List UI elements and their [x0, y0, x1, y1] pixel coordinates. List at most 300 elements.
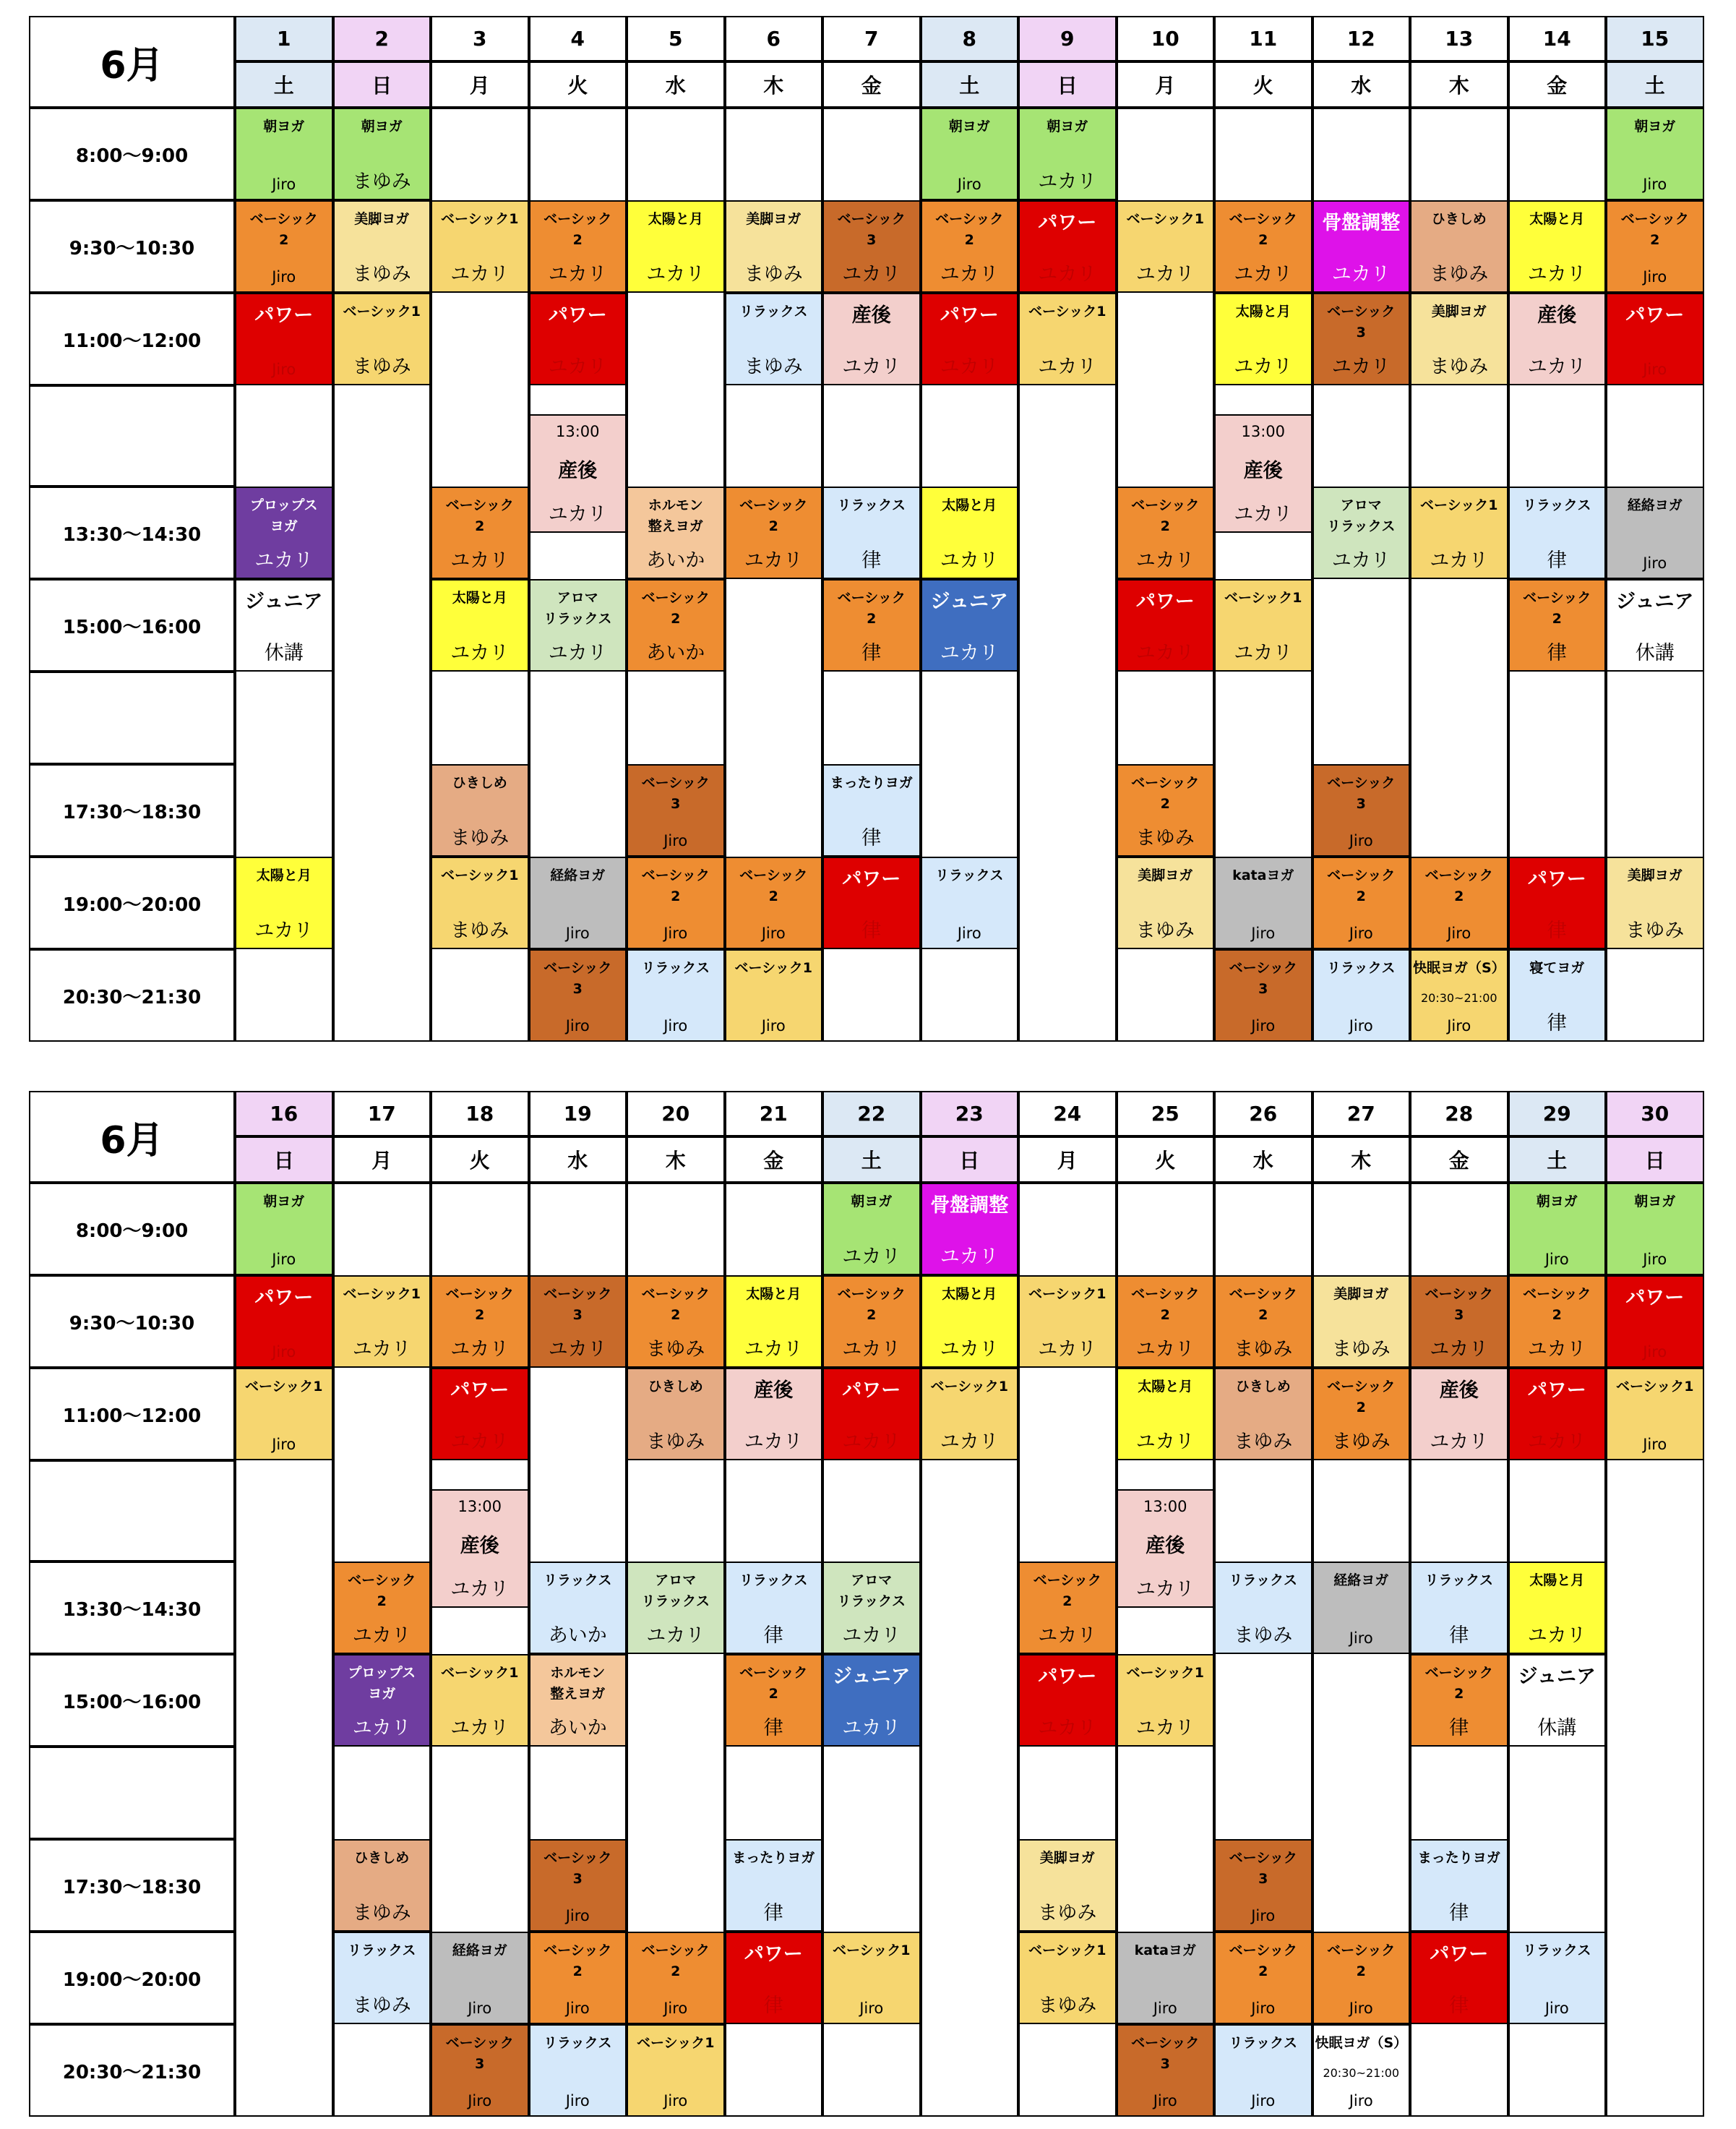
- class-name: ベーシック1: [734, 960, 812, 976]
- day-number: 29: [1508, 1091, 1607, 1136]
- instructor-name: Jiro: [272, 360, 296, 378]
- class-block[interactable]: [1117, 1275, 1215, 1368]
- class-block[interactable]: [1214, 857, 1312, 949]
- class-block[interactable]: [1214, 1932, 1312, 2024]
- instructor-name: Jiro: [1544, 1250, 1569, 1268]
- class-block[interactable]: [1508, 1654, 1607, 1747]
- instructor-name: ユカリ: [450, 262, 510, 286]
- class-block[interactable]: [627, 1932, 725, 2024]
- class-block[interactable]: [1312, 1932, 1411, 2024]
- class-block[interactable]: [431, 1275, 529, 1368]
- class-block[interactable]: [822, 293, 921, 385]
- class-block[interactable]: [431, 857, 529, 949]
- class-block[interactable]: [235, 1183, 333, 1275]
- class-block[interactable]: [921, 200, 1019, 293]
- class-name: パワー: [1135, 591, 1195, 613]
- class-block[interactable]: [1508, 1932, 1607, 2024]
- class-block[interactable]: [921, 487, 1019, 579]
- class-block[interactable]: [822, 1275, 921, 1368]
- month-title: 6月: [29, 1091, 235, 1183]
- instructor-name: まゆみ: [1234, 1624, 1293, 1647]
- class-block[interactable]: [1410, 1654, 1508, 1747]
- class-block[interactable]: [1117, 1368, 1215, 1460]
- class-name: ベーシック 2: [1033, 1572, 1101, 1609]
- class-name: ホルモン 整えヨガ: [648, 497, 703, 534]
- class-block[interactable]: [1606, 1368, 1704, 1460]
- class-block[interactable]: [627, 1275, 725, 1368]
- instructor-name: Jiro: [565, 1999, 590, 2017]
- class-name: 経絡ヨガ: [550, 868, 606, 883]
- class-block[interactable]: [431, 487, 529, 579]
- class-block[interactable]: [1018, 1562, 1117, 1654]
- instructor-name: Jiro: [272, 1342, 296, 1361]
- class-block[interactable]: [1606, 1275, 1704, 1368]
- class-block[interactable]: [1606, 293, 1704, 385]
- time-slot-label: 13:30～14:30: [29, 1562, 235, 1654]
- day-number: 14: [1508, 16, 1607, 61]
- class-name: ベーシック 2: [1229, 1942, 1297, 1979]
- class-name: ベーシック 3: [1229, 960, 1297, 997]
- class-block[interactable]: [529, 1562, 627, 1654]
- class-name: ベーシック1: [1126, 211, 1204, 227]
- instructor-name: ユカリ: [548, 641, 607, 664]
- instructor-name: ユカリ: [1527, 355, 1586, 378]
- class-block[interactable]: [529, 1932, 627, 2024]
- class-block[interactable]: [1312, 1368, 1411, 1460]
- class-block[interactable]: [235, 487, 333, 579]
- class-block[interactable]: [627, 949, 725, 1042]
- instructor-name: ユカリ: [352, 1337, 411, 1361]
- class-block[interactable]: [921, 1183, 1019, 1275]
- day-number: 18: [431, 1091, 529, 1136]
- class-block[interactable]: [725, 1275, 823, 1368]
- class-block[interactable]: [1214, 414, 1312, 533]
- class-block[interactable]: [822, 857, 921, 949]
- weekday-label: 月: [1018, 1136, 1117, 1183]
- instructor-name: まゆみ: [450, 919, 510, 942]
- class-block[interactable]: [431, 200, 529, 293]
- class-block[interactable]: [627, 200, 725, 293]
- class-block[interactable]: [333, 1932, 431, 2024]
- class-block[interactable]: [822, 1368, 921, 1460]
- class-block[interactable]: [1312, 1275, 1411, 1368]
- class-block[interactable]: [1018, 1654, 1117, 1747]
- class-block[interactable]: [725, 1839, 823, 1932]
- day-number: 15: [1606, 16, 1704, 61]
- instructor-name: ユカリ: [744, 549, 803, 572]
- weekday-label: 火: [1117, 1136, 1215, 1183]
- instructor-name: Jiro: [1643, 175, 1667, 193]
- class-block[interactable]: [822, 579, 921, 672]
- class-block[interactable]: [1214, 1839, 1312, 1932]
- class-block[interactable]: [1312, 2024, 1411, 2117]
- class-block[interactable]: [921, 579, 1019, 672]
- class-name: 朝ヨガ: [1047, 119, 1088, 134]
- class-block[interactable]: [1508, 200, 1607, 293]
- instructor-name: ユカリ: [1331, 549, 1391, 572]
- class-block[interactable]: [431, 764, 529, 857]
- class-block[interactable]: [1508, 857, 1607, 949]
- class-name: 経絡ヨガ: [1333, 1572, 1389, 1588]
- class-block[interactable]: [1214, 1562, 1312, 1654]
- instructor-name: 律: [1449, 1901, 1469, 1924]
- class-block[interactable]: [1312, 1562, 1411, 1654]
- time-slot-label: 9:30～10:30: [29, 1275, 235, 1368]
- class-block[interactable]: [1018, 1932, 1117, 2024]
- class-block[interactable]: [235, 293, 333, 385]
- class-block[interactable]: [822, 1183, 921, 1275]
- class-block[interactable]: [1508, 1183, 1607, 1275]
- class-name: ホルモン 整えヨガ: [550, 1665, 606, 1702]
- time-slot-label: 20:30～21:30: [29, 949, 235, 1042]
- class-block[interactable]: [1606, 1183, 1704, 1275]
- class-start-time: 13:00: [1241, 423, 1286, 440]
- instructor-name: Jiro: [1251, 1906, 1276, 1924]
- instructor-name: 律: [861, 826, 882, 849]
- class-block[interactable]: [1508, 949, 1607, 1042]
- class-block[interactable]: [725, 487, 823, 579]
- class-block[interactable]: [1117, 1654, 1215, 1747]
- instructor-name: ユカリ: [1135, 262, 1195, 286]
- instructor-name: まゆみ: [646, 1337, 705, 1361]
- instructor-name: まゆみ: [1625, 919, 1685, 942]
- instructor-name: Jiro: [663, 924, 688, 942]
- weekday-label: 水: [1312, 61, 1411, 108]
- class-block[interactable]: [1410, 487, 1508, 579]
- instructor-name: Jiro: [663, 1999, 688, 2017]
- class-block[interactable]: [921, 1275, 1019, 1368]
- class-name: ジュニア: [245, 591, 323, 613]
- class-block[interactable]: [1117, 579, 1215, 672]
- class-block[interactable]: [1508, 487, 1607, 579]
- class-block[interactable]: [1312, 764, 1411, 857]
- instructor-name: Jiro: [663, 831, 688, 849]
- class-block[interactable]: [1508, 293, 1607, 385]
- class-name: ジュニア: [930, 591, 1008, 613]
- class-block[interactable]: [529, 414, 627, 533]
- class-name: 美脚ヨガ: [354, 211, 410, 227]
- class-block[interactable]: [1410, 857, 1508, 949]
- class-block[interactable]: [1117, 764, 1215, 857]
- class-name: ひきしめ: [648, 1379, 703, 1395]
- class-block[interactable]: [627, 1368, 725, 1460]
- class-block[interactable]: [1214, 1368, 1312, 1460]
- class-block[interactable]: [1606, 579, 1704, 672]
- class-name: リラックス: [935, 868, 1004, 883]
- weekday-label: 火: [1214, 61, 1312, 108]
- class-block[interactable]: [1606, 108, 1704, 200]
- day-number: 26: [1214, 1091, 1312, 1136]
- instructor-name: ユカリ: [548, 355, 607, 378]
- class-block[interactable]: [1508, 1275, 1607, 1368]
- class-name: パワー: [1527, 1379, 1586, 1402]
- instructor-name: ユカリ: [940, 1245, 999, 1268]
- instructor-name: ユカリ: [842, 1716, 901, 1739]
- instructor-name: ユカリ: [450, 1716, 510, 1739]
- instructor-name: Jiro: [663, 2091, 688, 2109]
- month-title: 6月: [29, 16, 235, 108]
- class-name: ベーシック1: [441, 868, 519, 883]
- instructor-name: ユカリ: [842, 1245, 901, 1268]
- time-slot-label: 15:00～16:00: [29, 579, 235, 672]
- instructor-name: ユカリ: [1135, 549, 1195, 572]
- class-block[interactable]: [1312, 487, 1411, 579]
- class-block[interactable]: [1312, 857, 1411, 949]
- class-block[interactable]: [1117, 857, 1215, 949]
- class-name: 太陽と月: [942, 1286, 997, 1302]
- class-block[interactable]: [333, 108, 431, 200]
- class-block[interactable]: [822, 487, 921, 579]
- class-block[interactable]: [921, 293, 1019, 385]
- class-block[interactable]: [822, 1932, 921, 2024]
- class-name: 美脚ヨガ: [1431, 304, 1487, 320]
- class-block[interactable]: [725, 1562, 823, 1654]
- class-block[interactable]: [1312, 949, 1411, 1042]
- class-block[interactable]: [1018, 293, 1117, 385]
- class-block[interactable]: [235, 108, 333, 200]
- class-block[interactable]: [822, 200, 921, 293]
- class-block[interactable]: [1508, 1368, 1607, 1460]
- class-name: ベーシック1: [637, 2035, 715, 2051]
- class-block[interactable]: [1312, 200, 1411, 293]
- class-block[interactable]: [333, 293, 431, 385]
- class-block[interactable]: [1117, 200, 1215, 293]
- class-name: ひきしめ: [354, 1850, 410, 1866]
- class-name: 朝ヨガ: [361, 119, 403, 134]
- class-block[interactable]: [1214, 1275, 1312, 1368]
- class-block[interactable]: [1606, 200, 1704, 293]
- weekday-label: 木: [725, 61, 823, 108]
- class-name: ジュニア: [1518, 1666, 1596, 1688]
- instructor-name: ユカリ: [450, 641, 510, 664]
- class-block[interactable]: [529, 293, 627, 385]
- class-block[interactable]: [1410, 1275, 1508, 1368]
- class-name: ベーシック 3: [543, 960, 612, 997]
- class-block[interactable]: [921, 1368, 1019, 1460]
- class-name: まったりヨガ: [1417, 1850, 1500, 1866]
- instructor-name: Jiro: [1643, 1250, 1667, 1268]
- class-block[interactable]: [333, 1562, 431, 1654]
- class-name: リラックス: [543, 1572, 612, 1588]
- instructor-name: Jiro: [1251, 1016, 1276, 1034]
- class-block[interactable]: [725, 200, 823, 293]
- class-block[interactable]: [627, 2024, 725, 2117]
- instructor-name: まゆみ: [1135, 826, 1195, 849]
- class-block[interactable]: [1410, 200, 1508, 293]
- class-block[interactable]: [1606, 857, 1704, 949]
- class-name: リラックス: [348, 1942, 416, 1958]
- class-block[interactable]: [1606, 487, 1704, 579]
- instructor-name: Jiro: [859, 1999, 884, 2017]
- class-block[interactable]: [1018, 108, 1117, 200]
- day-number: 10: [1117, 16, 1215, 61]
- day-number: 9: [1018, 16, 1117, 61]
- day-number: 22: [822, 1091, 921, 1136]
- class-block[interactable]: [627, 764, 725, 857]
- class-block[interactable]: [529, 2024, 627, 2117]
- weekday-label: 水: [627, 61, 725, 108]
- class-name: 産後: [558, 460, 598, 483]
- weekday-label: 土: [235, 61, 333, 108]
- instructor-name: ユカリ: [1234, 641, 1293, 664]
- class-name: 太陽と月: [942, 497, 997, 513]
- class-block[interactable]: [529, 579, 627, 672]
- day-number: 28: [1410, 1091, 1508, 1136]
- class-block[interactable]: [1410, 1839, 1508, 1932]
- class-block[interactable]: [431, 1489, 529, 1608]
- class-name: ベーシック 2: [543, 1942, 612, 1979]
- instructor-name: ユカリ: [548, 262, 607, 286]
- day-number: 17: [333, 1091, 431, 1136]
- class-block[interactable]: [627, 1562, 725, 1654]
- class-block[interactable]: [1117, 2024, 1215, 2117]
- class-name: リラックス: [837, 497, 906, 513]
- class-name: ベーシック 2: [739, 497, 808, 534]
- time-slot-label: 11:00～12:00: [29, 1368, 235, 1460]
- class-block[interactable]: [235, 857, 333, 949]
- class-name: 美脚ヨガ: [1627, 868, 1683, 883]
- class-block[interactable]: [529, 1839, 627, 1932]
- instructor-name: まゆみ: [1038, 1901, 1097, 1924]
- day-number: 5: [627, 16, 725, 61]
- class-name: ベーシック1: [1420, 497, 1498, 513]
- class-name: kataヨガ: [1232, 868, 1294, 883]
- instructor-name: ユカリ: [1331, 355, 1391, 378]
- day-number: 4: [529, 16, 627, 61]
- class-name: 太陽と月: [256, 868, 311, 883]
- class-block[interactable]: [431, 1368, 529, 1460]
- class-block[interactable]: [1410, 1368, 1508, 1460]
- class-block[interactable]: [725, 857, 823, 949]
- class-name: ベーシック 2: [445, 497, 514, 534]
- class-name: 産後: [754, 1379, 794, 1402]
- class-block[interactable]: [431, 1654, 529, 1747]
- weekday-label: 月: [431, 61, 529, 108]
- class-name: 寝てヨガ: [1529, 960, 1585, 976]
- class-block[interactable]: [235, 1275, 333, 1368]
- class-block[interactable]: [1214, 949, 1312, 1042]
- class-name: リラックス: [1327, 960, 1396, 976]
- class-block[interactable]: [333, 1654, 431, 1747]
- class-block[interactable]: [822, 1654, 921, 1747]
- class-block[interactable]: [725, 949, 823, 1042]
- class-name: ベーシック 3: [1229, 1850, 1297, 1887]
- class-block[interactable]: [627, 579, 725, 672]
- time-slot-label: [29, 385, 235, 487]
- class-block[interactable]: [1018, 1275, 1117, 1368]
- instructor-name: ユカリ: [940, 549, 999, 572]
- instructor-name: ユカリ: [1527, 262, 1586, 286]
- class-block[interactable]: [235, 200, 333, 293]
- instructor-name: ユカリ: [842, 262, 901, 286]
- class-name: リラックス: [1425, 1572, 1493, 1588]
- class-block[interactable]: [725, 293, 823, 385]
- class-name: ベーシック1: [343, 304, 421, 320]
- class-name: ベーシック 2: [739, 1665, 808, 1702]
- class-name: 産後: [1243, 460, 1283, 483]
- class-name: アロマ リラックス: [1327, 497, 1396, 534]
- class-block[interactable]: [1410, 293, 1508, 385]
- class-name: 朝ヨガ: [263, 119, 305, 134]
- instructor-name: ユカリ: [1234, 502, 1293, 526]
- class-block[interactable]: [725, 1368, 823, 1460]
- instructor-name: まゆみ: [1430, 262, 1489, 286]
- class-block[interactable]: [431, 579, 529, 672]
- class-block[interactable]: [529, 200, 627, 293]
- class-block[interactable]: [333, 200, 431, 293]
- instructor-name: ユカリ: [842, 1337, 901, 1361]
- class-block[interactable]: [1018, 1839, 1117, 1932]
- instructor-name: ユカリ: [1135, 1716, 1195, 1739]
- class-block[interactable]: [235, 579, 333, 672]
- class-block[interactable]: [431, 1932, 529, 2024]
- class-block[interactable]: [431, 2024, 529, 2117]
- day-number: 27: [1312, 1091, 1411, 1136]
- weekday-label: 火: [529, 61, 627, 108]
- class-block[interactable]: [822, 764, 921, 857]
- instructor-name: Jiro: [1643, 360, 1667, 378]
- class-block[interactable]: [1117, 1932, 1215, 2024]
- class-block[interactable]: [529, 949, 627, 1042]
- class-name: アロマ リラックス: [641, 1572, 710, 1609]
- class-block[interactable]: [1117, 487, 1215, 579]
- class-block[interactable]: [627, 857, 725, 949]
- instructor-name: Jiro: [272, 267, 296, 286]
- class-block[interactable]: [333, 1275, 431, 1368]
- class-block[interactable]: [725, 1654, 823, 1747]
- instructor-name: あいか: [548, 1716, 607, 1739]
- class-block[interactable]: [1410, 949, 1508, 1042]
- time-slot-label: 17:30～18:30: [29, 1839, 235, 1932]
- class-block[interactable]: [725, 1932, 823, 2024]
- class-block[interactable]: [1214, 579, 1312, 672]
- class-block[interactable]: [1117, 1489, 1215, 1608]
- class-block[interactable]: [1214, 200, 1312, 293]
- class-block[interactable]: [921, 857, 1019, 949]
- class-name: 産後: [1537, 304, 1577, 327]
- instructor-name: 休講: [264, 641, 304, 664]
- instructor-name: Jiro: [1251, 1999, 1276, 2017]
- class-block[interactable]: [529, 1275, 627, 1368]
- class-block[interactable]: [1214, 2024, 1312, 2117]
- instructor-name: ユカリ: [1038, 262, 1097, 286]
- class-block[interactable]: [1508, 1562, 1607, 1654]
- day-number: 3: [431, 16, 529, 61]
- class-block[interactable]: [1508, 579, 1607, 672]
- class-block[interactable]: [921, 108, 1019, 200]
- class-block[interactable]: [529, 857, 627, 949]
- weekday-label: 月: [333, 1136, 431, 1183]
- class-block[interactable]: [333, 1839, 431, 1932]
- class-block[interactable]: [822, 1562, 921, 1654]
- class-block[interactable]: [1410, 1562, 1508, 1654]
- class-block[interactable]: [1410, 1932, 1508, 2024]
- class-block[interactable]: [529, 1654, 627, 1747]
- instructor-name: 律: [763, 1994, 783, 2017]
- class-block[interactable]: [1312, 293, 1411, 385]
- class-block[interactable]: [1018, 200, 1117, 293]
- time-slot-label: 13:30～14:30: [29, 487, 235, 579]
- instructor-name: ユカリ: [1527, 1337, 1586, 1361]
- instructor-name: Jiro: [761, 1016, 786, 1034]
- class-name: ベーシック 3: [543, 1850, 612, 1887]
- instructor-name: ユカリ: [842, 355, 901, 378]
- class-block[interactable]: [1214, 293, 1312, 385]
- class-name: 太陽と月: [1529, 211, 1585, 227]
- class-name: ベーシック 2: [739, 868, 808, 904]
- class-block[interactable]: [627, 487, 725, 579]
- class-block[interactable]: [235, 1368, 333, 1460]
